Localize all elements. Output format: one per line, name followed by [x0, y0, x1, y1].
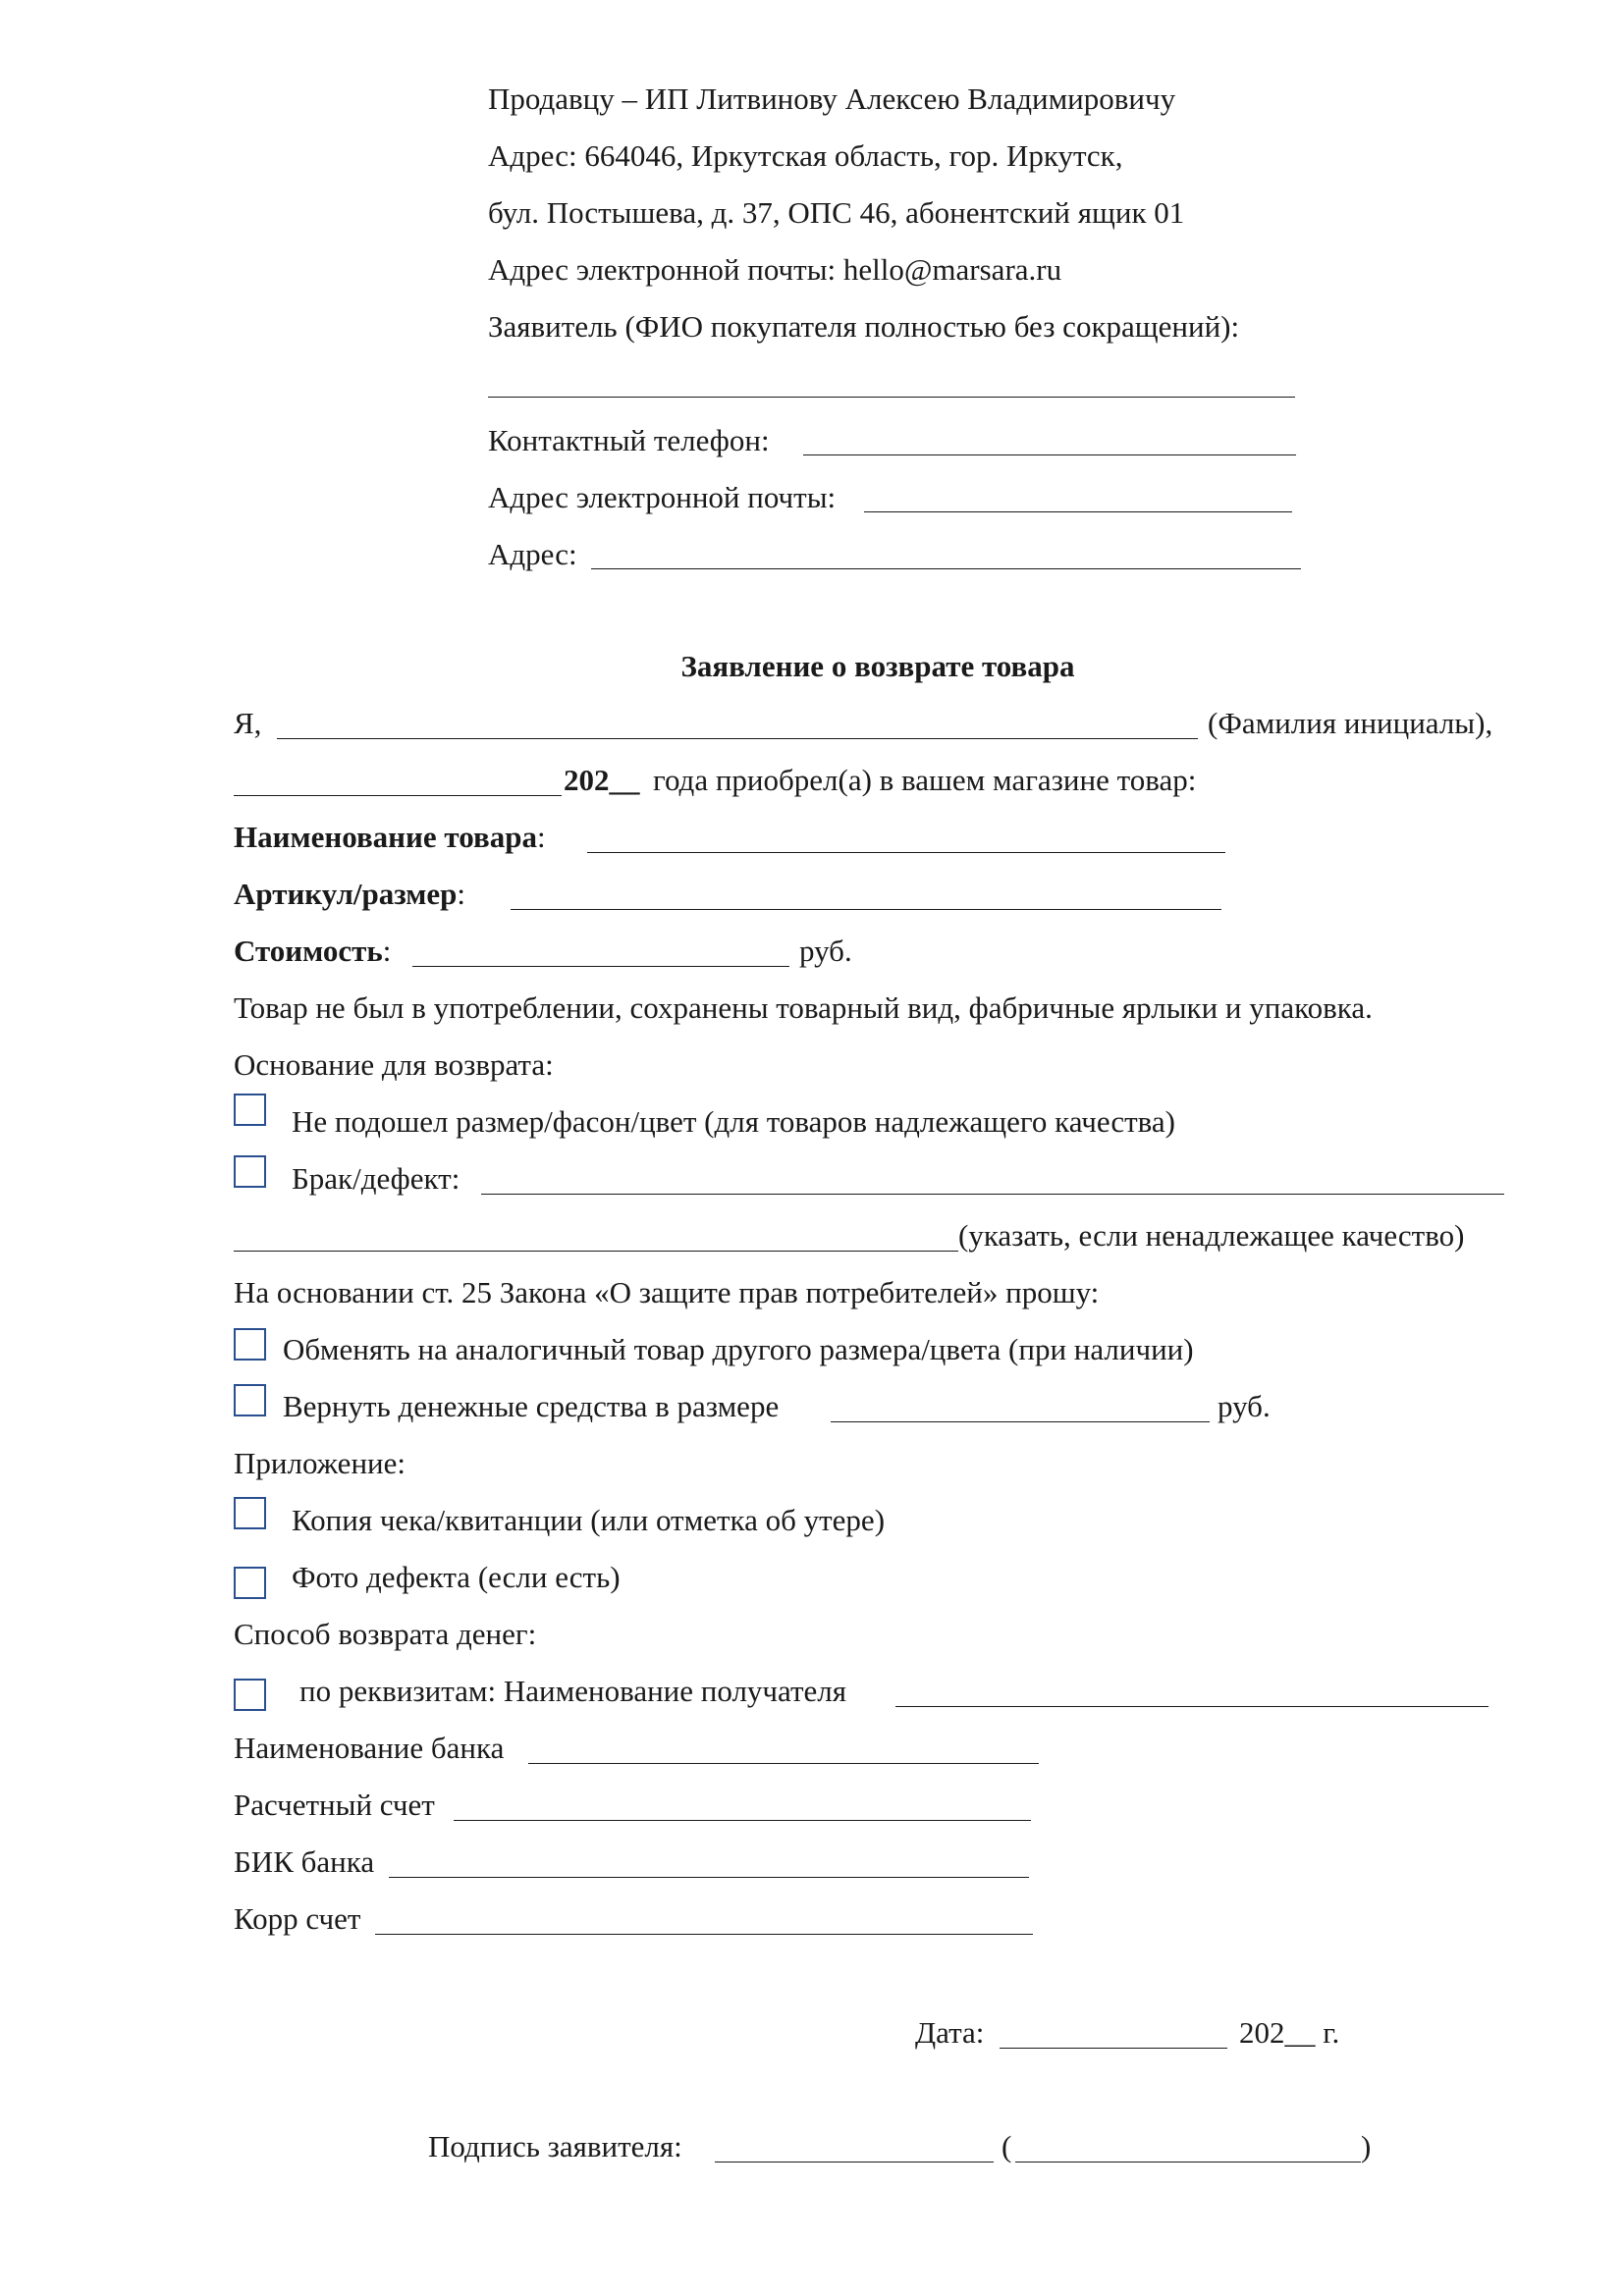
request-refund-checkbox[interactable]: [234, 1384, 266, 1416]
account-field[interactable]: [454, 1820, 1031, 1821]
phone-field[interactable]: [803, 454, 1296, 455]
attach-receipt-text: Копия чека/квитанции (или отметка об утере): [292, 1503, 886, 1537]
purchased-text: года приобрел(а) в вашем магазине товар:: [653, 763, 1197, 797]
applicant-label: Заявитель (ФИО покупателя полностью без сокращений):: [488, 309, 1240, 344]
signature-label: Подпись заявителя:: [428, 2129, 682, 2163]
seller-line: Продавцу – ИП Литвинову Алексею Владимировичу: [488, 81, 1176, 116]
sku-field[interactable]: [511, 909, 1221, 910]
applicant-address-field[interactable]: [591, 568, 1301, 569]
name-hint: (Фамилия инициалы),: [1208, 706, 1493, 740]
reason-defect-checkbox[interactable]: [234, 1155, 266, 1188]
reason-label: Основание для возврата:: [234, 1047, 554, 1082]
colon: :: [382, 934, 392, 968]
product-name-field[interactable]: [587, 852, 1225, 853]
signature-field[interactable]: [715, 2162, 994, 2163]
phone-label: Контактный телефон:: [488, 423, 770, 457]
sku-label: Артикул/размер: [234, 877, 458, 911]
cost-currency: руб.: [799, 934, 852, 968]
applicant-email-label: Адрес электронной почты:: [488, 480, 837, 514]
cost-field[interactable]: [412, 966, 789, 967]
account-label: Расчетный счет: [234, 1788, 435, 1822]
by-details-checkbox[interactable]: [234, 1679, 266, 1711]
reason-size-text: Не подошел размер/фасон/цвет (для товаров надлежащего качества): [292, 1104, 1175, 1139]
seller-address-line-2: бул. Постышева, д. 37, ОПС 46, абонентский ящик 01: [488, 195, 1185, 230]
bik-field[interactable]: [389, 1877, 1029, 1878]
defect-hint: (указать, если ненадлежащее качество): [958, 1218, 1465, 1253]
defect-description-field[interactable]: [234, 1251, 958, 1252]
applicant-email-field[interactable]: [864, 511, 1292, 512]
defect-field[interactable]: [481, 1194, 1504, 1195]
sku-row: [234, 876, 465, 913]
i-label: Я,: [234, 706, 262, 740]
cost-label: Стоимость: [234, 934, 383, 968]
seller-address-line-1: Адрес: 664046, Иркутская область, гор. Иркутск,: [488, 138, 1123, 173]
attach-photo-text: Фото дефекта (если есть): [292, 1560, 621, 1594]
bik-label: БИК банка: [234, 1844, 375, 1879]
colon: :: [457, 877, 465, 911]
purchase-year: 202__: [564, 763, 640, 797]
recipient-name-field[interactable]: [895, 1706, 1489, 1707]
date-label: Дата:: [915, 2015, 985, 2050]
colon: :: [536, 820, 546, 854]
reason-size-checkbox[interactable]: [234, 1094, 266, 1126]
purchase-date-field[interactable]: [234, 795, 562, 796]
request-refund-text: Вернуть денежные средства в размере: [283, 1389, 780, 1423]
request-exchange-text: Обменять на аналогичный товар другого размера/цвета (при наличии): [283, 1332, 1194, 1366]
by-details-text: по реквизитам: Наименование получателя: [299, 1674, 847, 1708]
paren-open: (: [1001, 2129, 1012, 2163]
law-text: На основании ст. 25 Закона «О защите прав потребителей» прошу:: [234, 1275, 1100, 1309]
bank-name-field[interactable]: [528, 1763, 1039, 1764]
signature-decoding-field[interactable]: [1015, 2162, 1361, 2163]
paren-close: ): [1361, 2129, 1372, 2163]
corr-account-field[interactable]: [375, 1934, 1033, 1935]
attachments-label: Приложение:: [234, 1446, 406, 1480]
full-name-field[interactable]: [277, 738, 1198, 739]
reason-defect-text: Брак/дефект:: [292, 1161, 460, 1196]
date-year: 202__ г.: [1239, 2015, 1340, 2050]
date-field[interactable]: [1000, 2048, 1227, 2049]
bank-name-label: Наименование банка: [234, 1731, 505, 1765]
applicant-address-label: Адрес:: [488, 537, 577, 571]
request-exchange-checkbox[interactable]: [234, 1328, 266, 1361]
product-name-row: [234, 819, 546, 856]
corr-account-label: Корр счет: [234, 1901, 361, 1936]
refund-amount-field[interactable]: [831, 1421, 1210, 1422]
attach-receipt-checkbox[interactable]: [234, 1497, 266, 1529]
seller-email: Адрес электронной почты: hello@marsara.ru: [488, 252, 1062, 287]
condition-text: Товар не был в употреблении, сохранены товарный вид, фабричные ярлыки и упаковка.: [234, 990, 1373, 1025]
document-title: Заявление о возврате товара: [680, 649, 1075, 683]
refund-method-label: Способ возврата денег:: [234, 1617, 537, 1651]
attach-photo-checkbox[interactable]: [234, 1567, 266, 1599]
refund-currency: руб.: [1218, 1389, 1271, 1423]
applicant-name-field[interactable]: [488, 397, 1295, 398]
cost-row: [234, 933, 391, 970]
product-name-label: Наименование товара: [234, 820, 537, 854]
